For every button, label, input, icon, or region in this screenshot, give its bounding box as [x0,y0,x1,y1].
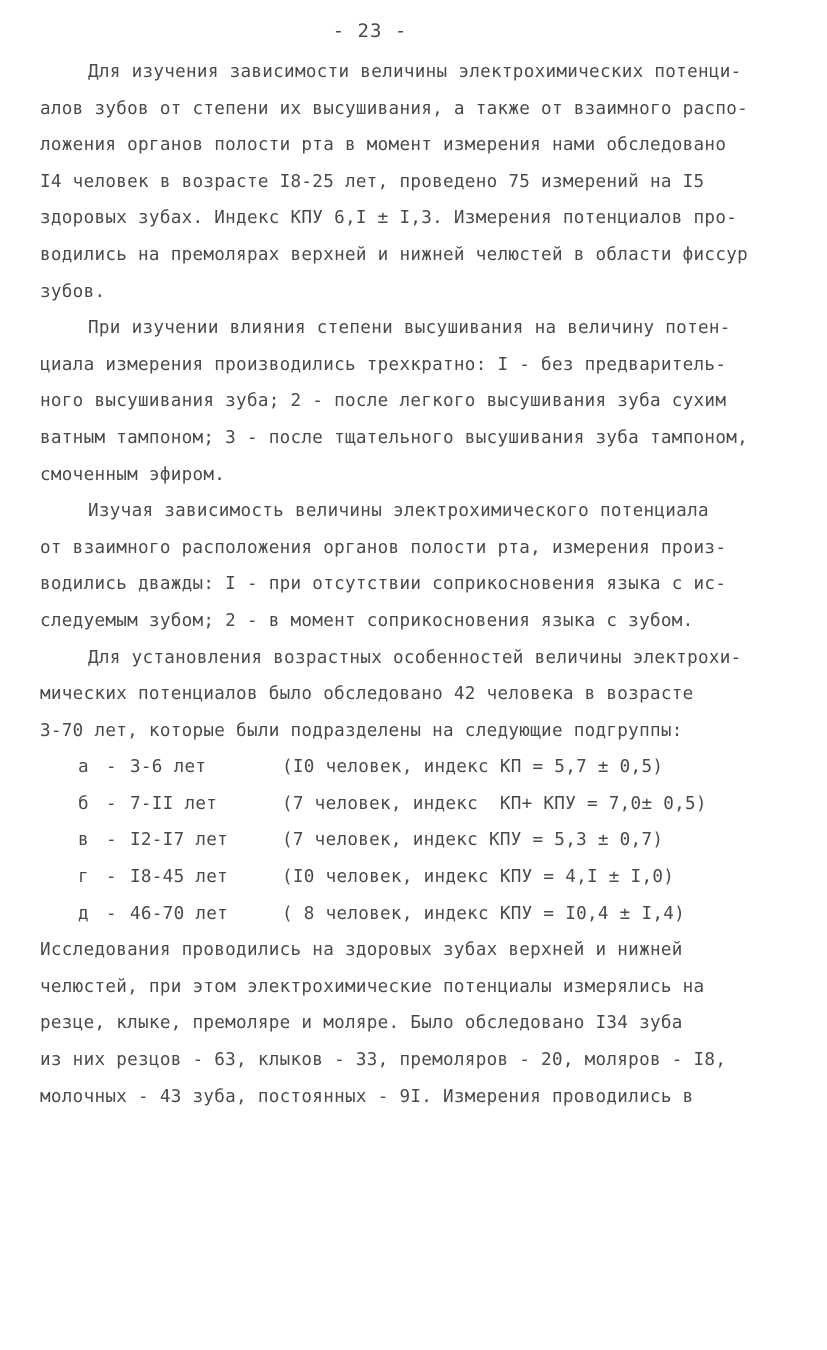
text-line: мических потенциалов было обследовано 42 человека в возрасте [40,684,694,705]
text-line: I4 человек в возрасте I8-25 лет, проведено 75 измерений на I5 [40,171,705,192]
text-line: челюстей, при этом электрохимические потенциалы измерялись на [40,976,705,997]
subgroup-detail: (I0 человек, индекс КП = 5,7 ± 0,5) [282,757,664,778]
page-number: - 23 - [332,20,408,42]
subgroup-dash: - [106,793,117,814]
text-line: ватным тампоном; 3 - после тщательного высушивания зуба тампоном, [40,427,749,448]
subgroup-item [40,859,790,896]
text-line: молочных - 43 зуба, постоянных - 9I. Измерения проводились в [40,1086,694,1107]
paragraph-1 [40,54,790,310]
subgroup-dash: - [106,757,117,778]
text-line: ного высушивания зуба; 2 - после легкого высушивания зуба сухим [40,391,727,412]
subgroup-detail: (7 человек, индекс КП+ КПУ = 7,0± 0,5) [282,793,707,814]
text-line: 3-70 лет, которые были подразделены на следующие подгруппы: [40,720,683,741]
text-line: здоровых зубах. Индекс КПУ 6,I ± I,3. Измерения потенциалов про- [40,208,738,229]
text-line: алов зубов от степени их высушивания, а также от взаимного распо- [40,98,749,119]
paragraph-4 [40,640,790,750]
text-line: смоченным эфиром. [40,464,226,485]
subgroup-age: I2-I7 лет [130,830,229,851]
subgroup-dash: - [106,867,117,888]
text-line: При изучении влияния степени высушивания на величину потен- [88,318,731,339]
text-line: Исследования проводились на здоровых зубах верхней и нижней [40,940,683,961]
paragraph-5 [40,932,790,1115]
subgroup-list [40,749,790,932]
text-line: резце, клыке, премоляре и моляре. Было обследовано I34 зуба [40,1013,683,1034]
text-line: следуемым зубом; 2 - в момент соприкосновения языка с зубом. [40,610,694,631]
subgroup-age: 46-70 лет [130,903,229,924]
subgroup-letter: в [78,830,89,851]
subgroup-item [40,749,790,786]
subgroup-detail: ( 8 человек, индекс КПУ = I0,4 ± I,4) [282,903,686,924]
text-line: Изучая зависимость величины электрохимического потенциала [88,501,709,522]
text-line: циала измерения производились трехкратно: I - без предваритель- [40,354,727,375]
text-line: водились на премолярах верхней и нижней челюстей в области фиссур [40,244,749,265]
text-line: из них резцов - 63, клыков - 33, премоляров - 20, моляров - I8, [40,1050,727,1071]
subgroup-dash: - [106,830,117,851]
subgroup-letter: б [78,793,89,814]
text-line: водились дважды: I - при отсутствии соприкосновения языка с ис- [40,574,727,595]
subgroup-letter: г [78,867,89,888]
text-line: Для установления возрастных особенностей величины электрохи- [88,647,742,668]
subgroup-age: 3-6 лет [130,757,207,778]
subgroup-age: 7-II лет [130,793,218,814]
paragraph-3 [40,493,790,639]
subgroup-item [40,786,790,823]
paragraph-2 [40,310,790,493]
body-text [40,54,790,1115]
subgroup-dash: - [106,903,117,924]
subgroup-letter: а [78,757,89,778]
subgroup-detail: (I0 человек, индекс КПУ = 4,I ± I,0) [282,867,675,888]
subgroup-item [40,896,790,933]
text-line: ложения органов полости рта в момент измерения нами обследовано [40,135,727,156]
subgroup-age: I8-45 лет [130,867,229,888]
text-line: Для изучения зависимости величины электрохимических потенци- [88,62,742,82]
subgroup-detail: (7 человек, индекс КПУ = 5,3 ± 0,7) [282,830,664,851]
text-line: от взаимного расположения органов полости рта, измерения произ- [40,537,727,558]
subgroup-item [40,822,790,859]
subgroup-letter: д [78,903,89,924]
text-line: зубов. [40,281,106,302]
